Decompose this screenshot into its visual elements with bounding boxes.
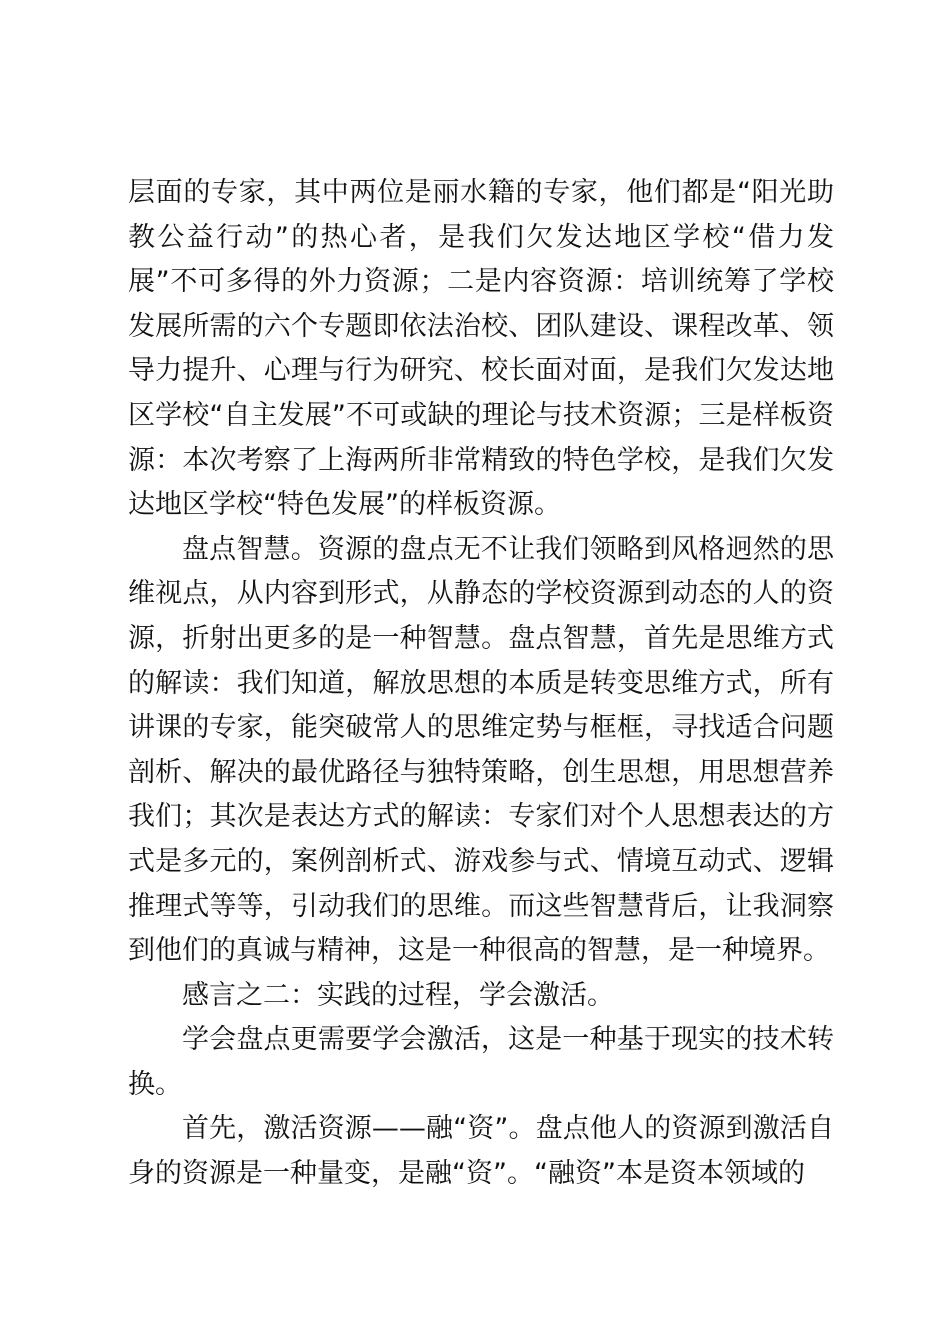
- paragraph-continuation: 层面的专家，其中两位是丽水籍的专家，他们都是“阳光助教公益行动”的热心者，是我们欠发达地区学校“借力发展”不可多得的外力资源；二是内容资源：培训统筹了学校发展所需的六个专题即依法治校、团队建设、课程改革、领导力提升、心理与行为研究、校长面对面，是我们欠发达地区学校“自主发展”不可或缺的理论与技术资源；三是样板资源：本次考察了上海两所非常精致的特色学校，是我们欠发达地区学校“特色发展”的样板资源。: [128, 177, 834, 521]
- document-body: [128, 171, 834, 1197]
- paragraph-wisdom-inventory: 盘点智慧。资源的盘点无不让我们领略到风格迥然的思维视点，从内容到形式，从静态的学校资源到动态的人的资源，折射出更多的是一种智慧。盘点智慧，首先是思维方式的解读：我们知道，解放思想的本质是转变思维方式，所有讲课的专家，能突破常人的思维定势与框框，寻找适合问题剖析、解决的最优路径与独特策略，创生思想，用思想营养我们；其次是表达方式的解读：专家们对个人思想表达的方式是多元的，案例剖析式、游戏参与式、情境互动式、逻辑推理式等等，引动我们的思维。而这些智慧背后，让我洞察到他们的真诚与精神，这是一种很高的智慧，是一种境界。: [128, 533, 834, 967]
- section-heading-practice: 感言之二：实践的过程，学会激活。: [182, 979, 614, 1011]
- paragraph-activate-resources: 首先，激活资源——融“资”。盘点他人的资源到激活自身的资源是一种量变，是融“资”。“融资”本是资本领域的: [128, 1113, 834, 1190]
- paragraph-learn-activate: 学会盘点更需要学会激活，这是一种基于现实的技术转换。: [128, 1024, 834, 1100]
